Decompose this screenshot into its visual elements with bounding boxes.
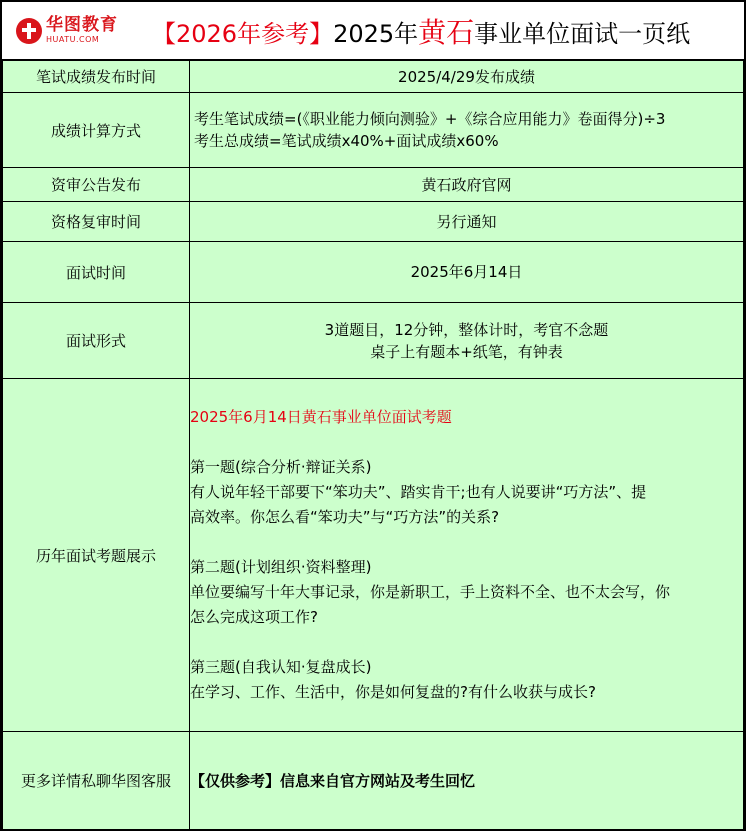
- score-formula-written: 考生笔试成绩=(《职业能力倾向测验》+《综合应用能力》卷面得分)÷3: [194, 110, 666, 128]
- row-value-written-release: 2025/4/29发布成绩: [190, 61, 744, 93]
- score-formula-total: 考生总成绩=笔试成绩x40%+面试成绩x60%: [194, 132, 499, 150]
- question-1-line2: 高效率。你怎么看“笨功夫”与“巧方法”的关系?: [190, 508, 500, 526]
- table-row: [3, 732, 744, 830]
- row-label-contact: 更多详情私聊华图客服: [3, 732, 190, 830]
- question-1-title: 第一题(综合分析·辩证关系): [190, 458, 372, 476]
- table-row: [3, 202, 744, 242]
- page-title: [134, 11, 744, 51]
- row-value-history: [190, 379, 744, 732]
- question-1-line1: 有人说年轻干部要下“笨功夫”、踏实肯干;也有人说要讲“巧方法”、提: [190, 483, 647, 501]
- row-label-written-release: 笔试成绩发布时间: [3, 61, 190, 93]
- title-city: 黄石: [418, 15, 475, 49]
- row-value-interview-form: [190, 303, 744, 379]
- huatu-logo: [16, 17, 134, 44]
- row-label-interview-time: 面试时间: [3, 242, 190, 303]
- question-2-line2: 怎么完成这项工作?: [190, 608, 318, 626]
- info-table: [2, 60, 744, 830]
- row-label-history: 历年面试考题展示: [3, 379, 190, 732]
- huatu-logo-icon: [16, 18, 42, 44]
- interview-form-line2: 桌子上有题本+纸笔，有钟表: [370, 342, 563, 361]
- document-header: [2, 2, 744, 60]
- question-2-line1: 单位要编写十年大事记录，你是新职工，手上资料不全、也不太会写，你: [190, 583, 671, 601]
- row-value-interview-time: 2025年6月14日: [190, 242, 744, 303]
- table-row: [3, 242, 744, 303]
- logo-cn-text: 华图教育: [46, 15, 118, 35]
- row-value-contact: 【仅供参考】信息来自官方网站及考生回忆: [190, 732, 744, 830]
- interview-form-line1: 3道题目，12分钟，整体计时，考官不念题: [324, 320, 609, 339]
- table-row: [3, 61, 744, 93]
- question-2-title: 第二题(计划组织·资料整理): [190, 558, 372, 576]
- row-value-score-method: [190, 93, 744, 168]
- row-value-review-notice: 黄石政府官网: [190, 168, 744, 202]
- row-label-review-notice: 资审公告发布: [3, 168, 190, 202]
- question-3-line1: 在学习、工作、生活中，你是如何复盘的?有什么收获与成长?: [190, 683, 596, 701]
- row-label-review-time: 资格复审时间: [3, 202, 190, 242]
- table-row: [3, 303, 744, 379]
- title-year: 2025年: [333, 19, 419, 48]
- logo-en-text: HUATU.COM: [46, 35, 100, 44]
- row-label-score-method: 成绩计算方式: [3, 93, 190, 168]
- history-heading: 2025年6月14日黄石事业单位面试考题: [190, 408, 452, 426]
- table-row: [3, 168, 744, 202]
- title-bracket: 【2026年参考】: [152, 19, 334, 48]
- title-rest: 事业单位面试一页纸: [474, 19, 691, 48]
- table-row: [3, 93, 744, 168]
- table-row: [3, 379, 744, 732]
- row-label-interview-form: 面试形式: [3, 303, 190, 379]
- row-value-review-time: 另行通知: [190, 202, 744, 242]
- question-3-title: 第三题(自我认知·复盘成长): [190, 658, 372, 676]
